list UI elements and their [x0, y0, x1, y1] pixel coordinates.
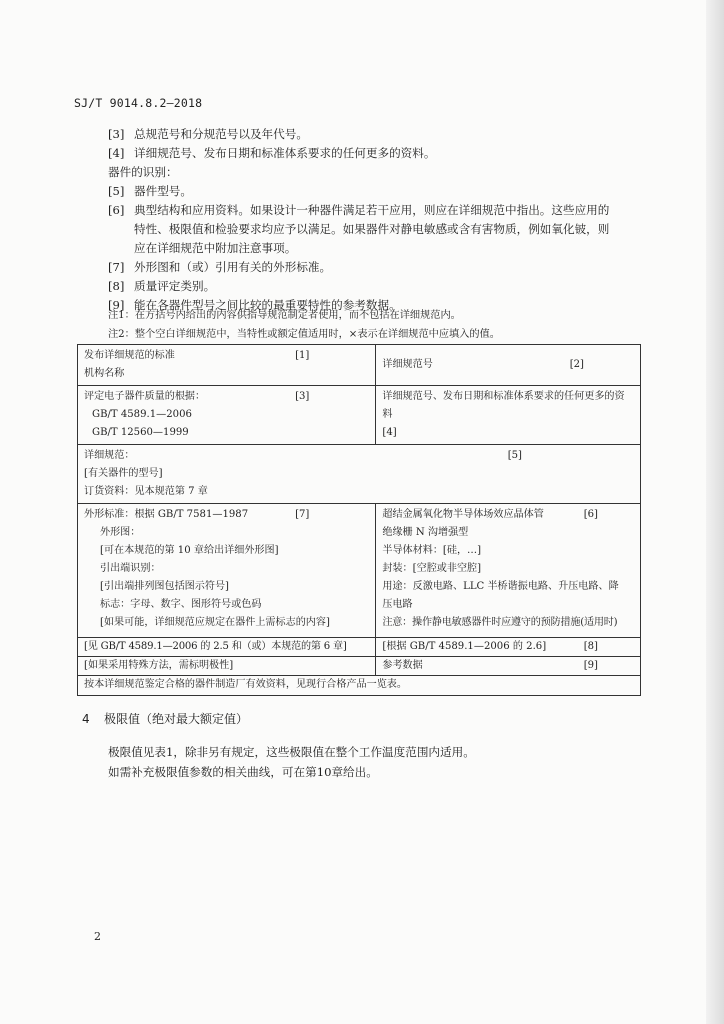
- note-2: 注2：整个空白详细规范中，当特性或额定值适用时，×表示在详细规范中应填入的值。: [108, 329, 500, 340]
- cell-text: 注意：操作静电敏感器件时应遵守的预防措施(适用时): [382, 617, 618, 628]
- table-row: [78, 657, 641, 676]
- cell-text: 压电路: [382, 599, 413, 610]
- cell-tag: [5]: [507, 450, 522, 461]
- table-row: [78, 638, 641, 657]
- cell-text: 订货资料：见本规范第 7 章: [84, 486, 208, 497]
- item-list: [108, 125, 668, 315]
- item-tag: [3]: [108, 127, 125, 141]
- cell-text: 标志：字母、数字、图形符号或色码: [100, 599, 262, 610]
- cell-tag: [9]: [583, 660, 598, 671]
- item-tag: [9]: [108, 298, 125, 312]
- cell-text: 料: [382, 409, 393, 420]
- table-row: [78, 504, 641, 638]
- item-text: 器件的识别：: [108, 165, 178, 179]
- body-paragraph: 如需补充极限值参数的相关曲线，可在第10章给出。: [108, 765, 378, 779]
- detail-spec-cell: [78, 445, 641, 504]
- section-number: 4: [82, 712, 90, 726]
- detail-spec-info-cell: [376, 386, 641, 445]
- cell-tag: [1]: [295, 350, 310, 361]
- cell-text: [引出端排列图包括图示符号]: [100, 581, 230, 592]
- item-tag: [7]: [108, 260, 125, 274]
- note-1: 注1：在方括号内给出的内容供指导规范制定者使用，而不包括在详细规范内。: [108, 310, 461, 321]
- cell-text: 用途：反激电路、LLC 半桥谐振电路、升压电路、降: [382, 581, 619, 592]
- table-row: [78, 345, 641, 386]
- cell-text: 详细规范号、发布日期和标准体系要求的任何更多的资: [382, 391, 625, 402]
- cell-text: 详细规范：: [84, 450, 135, 461]
- qualified-manufacturers-cell: 按本详细规范鉴定合格的器件制造厂有效资料，见现行合格产品一览表。: [78, 676, 641, 696]
- cell-text: 评定电子器件质量的根据：: [84, 391, 206, 402]
- cell-text: 外形标准：根据 GB/T 7581—1987: [84, 509, 249, 520]
- cell-text: 封装：[空腔或非空腔]: [382, 563, 482, 574]
- cell-text: [可在本规范的第 10 章给出详细外形图]: [100, 545, 279, 556]
- item-text: 外形图和（或）引用有关的外形标准。: [134, 260, 332, 274]
- standard-code-header: SJ/T 9014.8.2—2018: [74, 96, 203, 110]
- list-item: [108, 258, 668, 277]
- cell-text: [根据 GB/T 4589.1—2006 的 2.6]: [382, 641, 547, 652]
- cell-tag: [7]: [295, 509, 310, 520]
- list-item-continuation: 特性、极限值和检验要求均应予以满足。如果器件对静电敏感或含有害物质，例如氧化铍，则: [134, 222, 610, 236]
- device-description-cell: [376, 504, 641, 638]
- reference-data-cell: [376, 657, 641, 676]
- page-number: 2: [94, 930, 101, 943]
- item-text: 详细规范号、发布日期和标准体系要求的任何更多的资料。: [134, 146, 436, 160]
- cell-text: 半导体材料：[硅，…]: [382, 545, 482, 556]
- item-text: 典型结构和应用资料。如果设计一种器件满足若干应用，则应在详细规范中指出。这些应用的: [134, 203, 610, 217]
- item-tag: [4]: [108, 146, 125, 160]
- detail-spec-number-cell: [376, 345, 641, 386]
- cell-tag: [3]: [295, 391, 310, 402]
- outline-standard-cell: [78, 504, 376, 638]
- cell-text: 外形图：: [100, 527, 141, 538]
- cell-tag: [8]: [583, 641, 598, 652]
- item-tag: [6]: [108, 203, 125, 217]
- list-item-continuation: 应在详细规范中附加注意事项。: [134, 241, 297, 255]
- cell-tag: [6]: [583, 509, 598, 520]
- section-title: 极限值（绝对最大额定值）: [104, 712, 249, 726]
- item-text: 器件型号。: [134, 184, 192, 198]
- item-text: 能在各器件型号之间比较的最重要特性的参考数据。: [134, 298, 401, 312]
- page-edge-shadow: [706, 0, 724, 1024]
- cell-text: 详细规范号: [382, 359, 433, 370]
- item-tag: [5]: [108, 184, 125, 198]
- item-tag: [8]: [108, 279, 125, 293]
- item-text: 总规范号和分规范号以及年代号。: [134, 127, 308, 141]
- cell-tag: [2]: [569, 359, 584, 370]
- cell-text: 引出端识别：: [100, 563, 161, 574]
- quality-basis-cell: [78, 386, 376, 445]
- body-paragraph: 极限值见表1，除非另有规定，这些极限值在整个工作温度范围内适用。: [108, 745, 475, 759]
- cell-text: 参考数据: [382, 660, 423, 671]
- cell-text: [如果可能，详细规范应规定在器件上需标志的内容]: [100, 617, 330, 628]
- cell-text: GB/T 12560—1999: [92, 427, 189, 438]
- cell-text: [有关器件的型号]: [84, 468, 163, 479]
- list-item: [108, 144, 668, 163]
- cell-tag: [4]: [382, 427, 397, 438]
- section-heading: [82, 710, 248, 727]
- blank-detail-spec-table: [77, 344, 641, 696]
- list-item: [108, 277, 668, 296]
- polarity-cell: [如果采用特殊方法，需标明极性]: [78, 657, 376, 676]
- list-item: [108, 182, 668, 201]
- table-row: [78, 676, 641, 696]
- list-item: [108, 201, 668, 220]
- quality-category-cell: [376, 638, 641, 657]
- list-item: [108, 163, 668, 182]
- item-text: 质量评定类别。: [134, 279, 216, 293]
- notes: [108, 306, 668, 344]
- table-row: [78, 386, 641, 445]
- cell-text: GB/T 4589.1—2006: [92, 409, 192, 420]
- marking-reference-cell: [见 GB/T 4589.1—2006 的 2.5 和（或）本规范的第 6 章]: [78, 638, 376, 657]
- cell-text: 超结金属氧化物半导体场效应晶体管: [382, 509, 544, 520]
- section-body: [108, 742, 475, 782]
- cell-text: 发布详细规范的标准: [84, 350, 175, 361]
- cell-text: 绝缘栅 N 沟增强型: [382, 527, 469, 538]
- list-item: [108, 125, 668, 144]
- cell-text: 机构名称: [84, 368, 125, 379]
- table-row: [78, 445, 641, 504]
- issuing-org-cell: [78, 345, 376, 386]
